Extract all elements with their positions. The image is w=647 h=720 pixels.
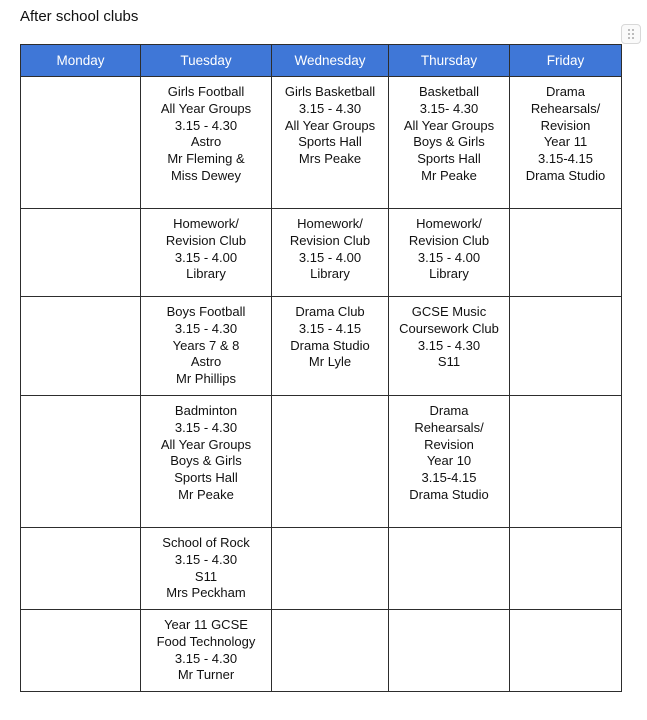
club-cell-line: Drama <box>545 84 585 99</box>
header-tuesday: Tuesday <box>141 45 272 77</box>
club-cell-line: Food Technology <box>156 633 256 649</box>
club-cell-line: 3.15 - 4.30 <box>298 100 362 116</box>
club-cell-line: 3.15 - 4.00 <box>174 249 238 265</box>
club-cell-wednesday <box>272 396 389 528</box>
header-row <box>21 45 622 77</box>
club-cell-line: Sports Hall <box>298 134 362 150</box>
club-cell-wednesday <box>272 610 389 692</box>
club-cell-wednesday <box>272 77 389 209</box>
club-cell-line: Girls Football <box>167 84 245 99</box>
club-cell-friday <box>510 297 622 396</box>
club-cell-thursday <box>389 610 510 692</box>
club-cell-line: 3.15 - 4.00 <box>417 249 481 265</box>
club-cell-tuesday <box>141 209 272 297</box>
table-row <box>21 77 622 209</box>
club-cell-line: School of Rock <box>162 535 250 550</box>
club-cell-line: Astro <box>190 354 222 370</box>
club-cell-monday <box>21 297 141 396</box>
club-cell-line: Astro <box>190 134 222 150</box>
club-cell-tuesday <box>141 77 272 209</box>
club-cell-tuesday <box>141 396 272 528</box>
club-cell-line: S11 <box>437 354 461 370</box>
club-cell-line: Revision Club <box>289 232 371 248</box>
club-cell-line: Revision Club <box>165 232 247 248</box>
club-cell-line: Sports Hall <box>174 470 238 486</box>
club-cell-line: S11 <box>194 568 218 584</box>
club-cell-tuesday <box>141 610 272 692</box>
club-cell-line: Coursework Club <box>399 320 499 336</box>
club-cell-line: 3.15- 4.30 <box>419 100 479 116</box>
club-cell-line: Year 11 GCSE <box>164 617 248 632</box>
club-cell-friday <box>510 396 622 528</box>
club-cell-thursday <box>389 209 510 297</box>
club-cell-line: Homework/ <box>416 216 482 231</box>
club-cell-line: 3.15 - 4.00 <box>298 249 362 265</box>
club-cell-thursday <box>389 297 510 396</box>
club-cell-line: Drama Studio <box>409 486 489 502</box>
header-thursday: Thursday <box>389 45 510 77</box>
club-cell-monday <box>21 528 141 610</box>
club-cell-wednesday <box>272 528 389 610</box>
club-cell-thursday <box>389 528 510 610</box>
club-cell-line: Library <box>429 266 469 282</box>
club-cell-line: Mr Peake <box>178 486 234 502</box>
club-cell-line: Rehearsals/ <box>530 100 601 116</box>
club-cell-line: Badminton <box>174 403 238 418</box>
club-cell-line: All Year Groups <box>284 117 376 133</box>
header-wednesday: Wednesday <box>272 45 389 77</box>
club-cell-line: Sports Hall <box>417 151 481 167</box>
club-cell-line: Mr Fleming & <box>167 151 245 167</box>
page-title: After school clubs <box>20 8 139 25</box>
club-cell-tuesday <box>141 528 272 610</box>
club-cell-friday <box>510 209 622 297</box>
club-cell-line: Revision Club <box>408 232 490 248</box>
club-cell-thursday <box>389 77 510 209</box>
club-cell-line: 3.15 - 4.30 <box>417 337 481 353</box>
club-cell-wednesday <box>272 209 389 297</box>
club-cell-monday <box>21 209 141 297</box>
club-cell-friday <box>510 528 622 610</box>
club-cell-line: Mrs Peckham <box>166 585 246 601</box>
club-cell-line: Mr Peake <box>421 167 477 183</box>
drag-handle-icon[interactable] <box>621 24 641 44</box>
club-cell-line: Year 11 <box>543 134 588 150</box>
clubs-table <box>20 44 622 692</box>
club-cell-line: 3.15 - 4.30 <box>174 419 238 435</box>
table-row <box>21 528 622 610</box>
club-cell-line: All Year Groups <box>403 117 495 133</box>
header-friday: Friday <box>510 45 622 77</box>
club-cell-line: Mr Lyle <box>308 354 352 370</box>
club-cell-line: 3.15 - 4.30 <box>174 320 238 336</box>
club-cell-tuesday <box>141 297 272 396</box>
club-cell-line: Miss Dewey <box>170 167 242 183</box>
club-cell-line: Library <box>310 266 350 282</box>
club-cell-line: 3.15-4.15 <box>538 151 593 167</box>
club-cell-line: Year 10 <box>426 453 472 469</box>
club-cell-line: All Year Groups <box>160 100 252 116</box>
club-cell-wednesday <box>272 297 389 396</box>
club-cell-friday <box>510 77 622 209</box>
club-cell-line: Library <box>186 266 226 282</box>
club-cell-line: 3.15 - 4.30 <box>174 551 238 567</box>
club-cell-line: Drama Club <box>295 304 365 319</box>
club-cell-line: Homework/ <box>297 216 363 231</box>
club-cell-line: Rehearsals/ <box>414 419 484 435</box>
club-cell-line: Boys Football <box>166 304 246 319</box>
club-cell-line: Drama Studio <box>525 167 606 183</box>
club-cell-line: Girls Basketball <box>284 84 376 99</box>
club-cell-line: Basketball <box>419 84 479 99</box>
club-cell-line: Drama <box>429 403 469 418</box>
table-row <box>21 610 622 692</box>
club-cell-line: Revision <box>540 117 591 133</box>
club-cell-line: Boys & Girls <box>413 134 485 150</box>
club-cell-monday <box>21 77 141 209</box>
club-cell-line: All Year Groups <box>160 436 252 452</box>
club-cell-line: Mr Phillips <box>176 371 236 387</box>
club-cell-line: 3.15 - 4.30 <box>174 650 238 666</box>
club-cell-line: 3.15 - 4.30 <box>174 117 238 133</box>
club-cell-line: Boys & Girls <box>170 453 242 469</box>
table-row <box>21 396 622 528</box>
club-cell-line: Mr Turner <box>177 667 235 683</box>
club-cell-line: Years 7 & 8 <box>172 337 240 353</box>
club-cell-line: Homework/ <box>173 216 239 231</box>
table-row <box>21 209 622 297</box>
table-row <box>21 297 622 396</box>
club-cell-line: Revision <box>424 436 474 452</box>
club-cell-monday <box>21 610 141 692</box>
club-cell-line: Mrs Peake <box>298 151 362 167</box>
club-cell-line: 3.15 - 4.15 <box>298 320 362 336</box>
club-cell-thursday <box>389 396 510 528</box>
club-cell-line: GCSE Music <box>411 304 487 319</box>
header-monday: Monday <box>21 45 141 77</box>
club-cell-monday <box>21 396 141 528</box>
club-cell-friday <box>510 610 622 692</box>
club-cell-line: Drama Studio <box>290 337 370 353</box>
club-cell-line: 3.15-4.15 <box>421 470 477 486</box>
